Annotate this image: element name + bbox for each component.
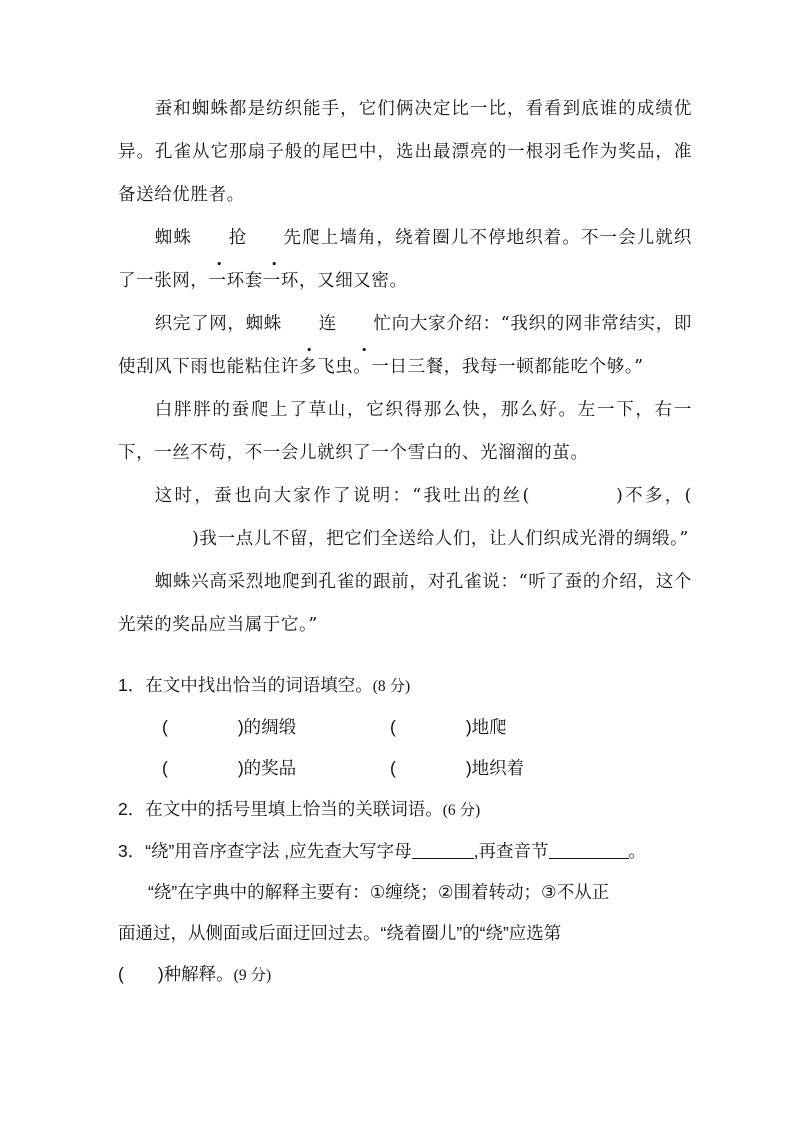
right-paren-open: (	[390, 758, 396, 778]
passage-paragraph-3	[118, 303, 692, 389]
question-1	[118, 665, 692, 707]
emphasis-char-qiang: 抢	[192, 217, 247, 260]
left-paren-close: )的奖品	[237, 758, 297, 778]
question-3-text-b: ,再查音节	[473, 841, 549, 861]
question-1-text: 在文中找出恰当的词语填空。	[145, 675, 373, 695]
left-paren-open: (	[162, 758, 168, 778]
passage-paragraph-1: 蚕和蜘蛛都是纺织能手，它们俩决定比一比，看看到底谁的成绩优异。孔雀从它那扇子般的尾巴中，选出最漂亮的一根羽毛作为奖品，准备送给优胜者。	[118, 99, 692, 205]
question-3-text-c: 。	[628, 841, 646, 861]
passage-paragraph-4: 白胖胖的蚕爬上了草山，它织得那么快，那么好。左一下，右一下，一丝不苟，不一会儿就织了一个雪白的、光溜溜的茧。	[118, 400, 692, 463]
question-3-line-2: “绕”在字典中的解释主要有：①缠绕；②围着转动；③不从正	[148, 882, 610, 902]
passage-paragraph-2	[118, 217, 692, 303]
paragraph-2-lead: 蜘蛛	[154, 228, 192, 248]
right-paren-open: (	[390, 717, 396, 737]
paragraph-3-lead: 织完了网，蜘蛛	[154, 314, 282, 334]
question-1-dot: ．	[127, 675, 146, 695]
question-3-line-3: 面通过，从侧面或后面迂回过去。“绕着圈儿”的“绕”应选第	[118, 923, 562, 943]
paragraph-5-before-blank-2: (	[684, 486, 692, 506]
answer-cell-right	[390, 707, 507, 748]
question-3-line-1	[118, 831, 692, 872]
question-2-dot: ．	[127, 799, 146, 819]
question-3-line-4	[118, 954, 692, 996]
answer-cell-right	[390, 748, 524, 789]
question-3-blank-syllable[interactable]	[549, 841, 629, 859]
question-2-number: 2	[118, 799, 128, 819]
question-2-text: 在文中的括号里填上恰当的关联词语。	[145, 799, 443, 819]
paragraph-2-rest: 爬上墙角，绕着圈儿不停地织着。不一会儿就织了一张网，一环套一环，又细又密。	[118, 228, 692, 291]
paragraph-5-after-blank-1: )不多，	[616, 486, 685, 506]
answer-cell-left	[162, 748, 390, 789]
questions-section	[118, 665, 692, 996]
answer-row	[118, 707, 692, 748]
question-3-paren-close: )种解释。	[157, 964, 234, 984]
question-3-paren-open: (	[118, 964, 124, 984]
paragraph-3-rest: 向大家介绍：“我织的网非常结实，即使刮风下雨也能粘住许多飞虫。一日三餐，我每一顿都能吃个够。”	[118, 314, 692, 377]
passage-paragraph-5	[118, 475, 692, 561]
left-paren-open: (	[162, 717, 168, 737]
question-1-score: (8 分)	[372, 678, 411, 695]
paragraph-5-after-blank-2: )我一点儿不留，把它们全送给人们，让人们织成光滑的绸缎。”	[192, 529, 689, 549]
question-1-number: 1	[118, 675, 128, 695]
right-paren-close: )地织着	[465, 758, 525, 778]
answer-cell-left	[162, 707, 390, 748]
emphasis-char-lian: 连	[282, 303, 337, 346]
question-3-score: (9 分)	[233, 967, 272, 984]
question-2	[118, 789, 692, 831]
emphasis-char-mang: 忙	[337, 303, 392, 346]
question-3-dot: ．	[127, 841, 146, 861]
right-paren-close: )地爬	[465, 717, 507, 737]
question-3-text-a: “绕”用音序查字法 ,应先查大写字母	[145, 841, 412, 861]
left-paren-close: )的绸缎	[237, 717, 297, 737]
reading-passage	[118, 88, 692, 647]
question-1-answer-rows	[118, 707, 692, 789]
paragraph-5-before-blank-1: 这时，蚕也向大家作了说明：“我吐出的丝(	[154, 486, 530, 506]
page-content	[118, 88, 692, 996]
question-2-score: (6 分)	[442, 802, 481, 819]
passage-paragraph-6: 蜘蛛兴高采烈地爬到孔雀的跟前，对孔雀说：“听了蚕的介绍，这个光荣的奖品应当属于它。”	[118, 572, 692, 635]
question-3-number: 3	[118, 841, 128, 861]
answer-row	[118, 748, 692, 789]
emphasis-char-xian: 先	[247, 217, 302, 260]
question-3-blank-letter[interactable]	[412, 841, 474, 859]
